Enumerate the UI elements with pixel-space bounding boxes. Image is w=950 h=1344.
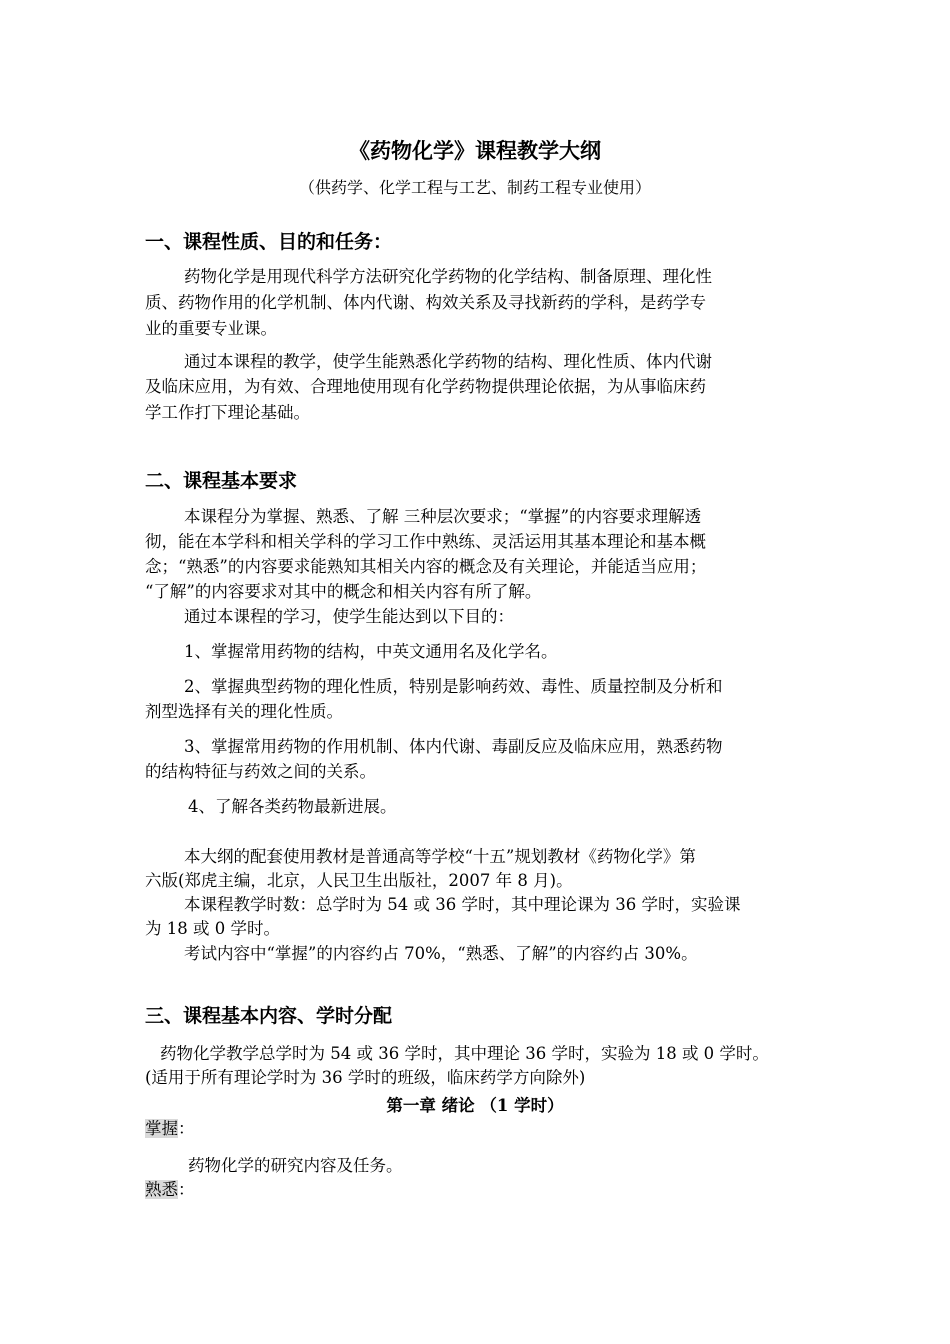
section3-p2: (适用于所有理论学时为 36 学时的班级，临床药学方向除外) [145, 1068, 586, 1087]
section2-item2-line1: 2、掌握典型药物的理化性质，特别是影响药效、毒性、质量控制及分析和 [184, 677, 723, 696]
document-title: 《药物化学》课程教学大纲 [349, 138, 601, 163]
section1-p1-line3: 业的重要专业课。 [145, 319, 277, 338]
master-colon: ： [178, 1119, 195, 1138]
section2-textbook-line1: 本大纲的配套使用教材是普通高等学校“十五”规划教材《药物化学》第 [184, 847, 696, 866]
chapter1-heading: 第一章 绪论 （1 学时） [386, 1096, 564, 1115]
section2-exam: 考试内容中“掌握”的内容约占 70%，“熟悉、了解”的内容约占 30%。 [184, 944, 698, 963]
document-subtitle: （供药学、化学工程与工艺、制药工程专业使用） [298, 178, 651, 197]
section1-p2-line1: 通过本课程的教学，使学生能熟悉化学药物的结构、理化性质、体内代谢 [184, 352, 712, 371]
section2-p1-line3: 念；“熟悉”的内容要求能熟知其相关内容的概念及有关理论，并能适当应用； [145, 557, 707, 576]
section1-heading: 一、课程性质、目的和任务： [145, 231, 393, 253]
familiar-label: 熟悉 [145, 1180, 178, 1199]
section2-hours-line1: 本课程教学时数：总学时为 54 或 36 学时，其中理论课为 36 学时，实验课 [184, 895, 741, 914]
familiar-colon: ： [178, 1180, 195, 1199]
section2-textbook-line2: 六版(郑虎主编，北京，人民卫生出版社，2007 年 8 月)。 [145, 871, 573, 890]
section2-p2: 通过本课程的学习，使学生能达到以下目的： [184, 607, 514, 626]
section2-item3-line2: 的结构特征与药效之间的关系。 [145, 762, 376, 781]
section2-item2-line2: 剂型选择有关的理化性质。 [145, 702, 343, 721]
section1-p1-line2: 质、药物作用的化学机制、体内代谢、构效关系及寻找新药的学科，是药学专 [145, 293, 706, 312]
section2-p1-line4: “了解”的内容要求对其中的概念和相关内容有所了解。 [145, 582, 542, 601]
section2-heading: 二、课程基本要求 [145, 470, 298, 492]
section1-p2-line2: 及临床应用，为有效、合理地使用现有化学药物提供理论依据，为从事临床药 [145, 377, 706, 396]
section3-p1: 药物化学教学总学时为 54 或 36 学时，其中理论 36 学时，实验为 18 或 0 学时。 [160, 1044, 769, 1063]
master-label: 掌握 [145, 1119, 178, 1138]
section2-p1-line2: 彻，能在本学科和相关学科的学习工作中熟练、灵活运用其基本理论和基本概 [145, 532, 706, 551]
section2-item1: 1、掌握常用药物的结构，中英文通用名及化学名。 [184, 642, 558, 661]
familiar-label-line [145, 1178, 810, 1202]
section2-p1-line1: 本课程分为掌握、熟悉、了解 三种层次要求；“掌握”的内容要求理解透 [184, 507, 702, 526]
section2-item4: 4、了解各类药物最新进展。 [188, 797, 397, 816]
master-text: 药物化学的研究内容及任务。 [188, 1156, 403, 1175]
master-label-line [145, 1117, 810, 1141]
section3-heading: 三、课程基本内容、学时分配 [145, 1005, 393, 1027]
section2-item3-line1: 3、掌握常用药物的作用机制、体内代谢、毒副反应及临床应用，熟悉药物 [184, 737, 723, 756]
section1-p2-line3: 学工作打下理论基础。 [145, 403, 310, 422]
section2-hours-line2: 为 18 或 0 学时。 [145, 919, 280, 938]
section1-p1-line1: 药物化学是用现代科学方法研究化学药物的化学结构、制备原理、理化性 [184, 267, 712, 286]
